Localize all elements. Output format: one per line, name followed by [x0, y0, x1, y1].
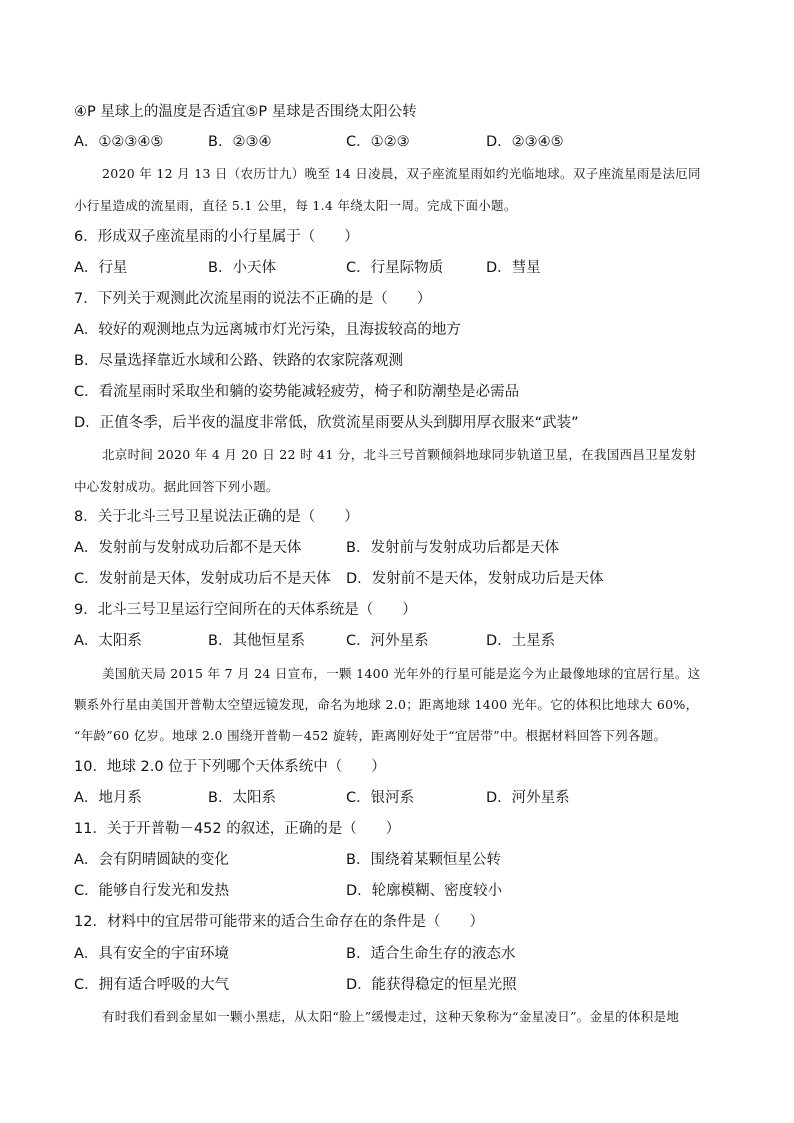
q7-option-b: B．尽量选择靠近水域和公路、铁路的农家院落观测 [74, 353, 403, 369]
q10-option-a: A．地月系 [74, 790, 142, 806]
q11-option-a: A．会有阴晴圆缺的变化 [74, 852, 229, 868]
q10-option-c: C．银河系 [346, 790, 415, 806]
q6-option-a: A．行星 [74, 260, 128, 276]
q7-stem: 7．下列关于观测此次流星雨的说法不正确的是（ ） [74, 291, 432, 307]
q11-stem: 11．关于开普勒－452 的叙述，正确的是（ ） [74, 821, 401, 837]
material3-line1: 美国航天局 2015 年 7 月 24 日宣布，一颗 1400 光年外的行星可能是迄今为止最像地球的宜居行星。这 [102, 666, 701, 681]
q5-stem-tail: ④P 星球上的温度是否适宜⑤P 星球是否围绕太阳公转 [74, 104, 417, 120]
q7-option-d: D．正值冬季，后半夜的温度非常低，欣赏流星雨要从头到脚用厚衣服来“武装” [74, 415, 579, 431]
q12-option-c: C．拥有适合呼吸的大气 [74, 977, 230, 993]
q11-option-b: B．围绕着某颗恒星公转 [346, 852, 501, 868]
q5-option-d: D．②③④⑤ [486, 134, 564, 150]
material4-line1: 有时我们看到金星如一颗小黑痣，从太阳“脸上”缓慢走过，这种天象称为“金星凌日”。金星的体积是地 [102, 1009, 680, 1024]
q9-option-c: C．河外星系 [346, 633, 429, 649]
q5-option-c: C．①②③ [346, 134, 410, 150]
material2-line1: 北京时间 2020 年 4 月 20 日 22 时 41 分，北斗三号首颗倾斜地球同步轨道卫星，在我国西昌卫星发射 [102, 447, 697, 462]
q8-stem: 8．关于北斗三号卫星说法正确的是（ ） [74, 509, 359, 525]
q12-option-d: D．能获得稳定的恒星光照 [346, 977, 517, 993]
q8-option-c: C．发射前是天体，发射成功后不是天体 [74, 571, 331, 587]
material3-line3: “年龄”60 亿岁。地球 2.0 围绕开普勒－452 旋转，距离刚好处于“宜居带”中。根据材料回答下列各题。 [74, 728, 667, 743]
q6-option-b: B．小天体 [208, 260, 276, 276]
q12-stem: 12．材料中的宜居带可能带来的适合生命存在的条件是（ ） [74, 914, 484, 930]
q8-option-b: B．发射前与发射成功后都是天体 [346, 540, 559, 556]
q7-option-a: A．较好的观测地点为远离城市灯光污染，且海拔较高的地方 [74, 322, 461, 338]
q10-stem: 10．地球 2.0 位于下列哪个天体系统中（ ） [74, 759, 386, 775]
q11-option-c: C．能够自行发光和发热 [74, 883, 230, 899]
q11-option-d: D．轮廓模糊、密度较小 [346, 883, 503, 899]
q9-option-a: A．太阳系 [74, 633, 142, 649]
q6-stem: 6．形成双子座流星雨的小行星属于（ ） [74, 229, 359, 245]
q12-option-b: B．适合生命生存的液态水 [346, 946, 516, 962]
q12-option-a: A．具有安全的宇宙环境 [74, 946, 229, 962]
q9-option-b: B．其他恒星系 [208, 633, 305, 649]
q9-stem: 9．北斗三号卫星运行空间所在的天体系统是（ ） [74, 602, 417, 618]
q9-option-d: D．土星系 [486, 633, 556, 649]
q10-option-d: D．河外星系 [486, 790, 570, 806]
material2-line2: 中心发射成功。据此回答下列小题。 [74, 479, 279, 494]
material3-line2: 颗系外行星由美国开普勒太空望远镜发现，命名为地球 2.0；距离地球 1400 光年。它的体积比地球大 60%， [74, 697, 699, 712]
q10-option-b: B．太阳系 [208, 790, 276, 806]
q5-option-a: A．①②③④⑤ [74, 134, 164, 150]
q6-option-c: C．行星际物质 [346, 260, 444, 276]
q5-option-b: B．②③④ [208, 134, 272, 150]
q7-option-c: C．看流星雨时采取坐和躺的姿势能减轻疲劳，椅子和防潮垫是必需品 [74, 384, 520, 400]
q8-option-d: D．发射前不是天体，发射成功后是天体 [346, 571, 604, 587]
q6-option-d: D．彗星 [486, 260, 541, 276]
material1-line2: 小行星造成的流星雨，直径 5.1 公里，每 1.4 年绕太阳一周。完成下面小题。 [74, 198, 517, 213]
q8-option-a: A．发射前与发射成功后都不是天体 [74, 540, 302, 556]
material1-line1: 2020 年 12 月 13 日（农历廿九）晚至 14 日凌晨，双子座流星雨如约光临地球。双子座流星雨是法厄同 [102, 166, 701, 181]
